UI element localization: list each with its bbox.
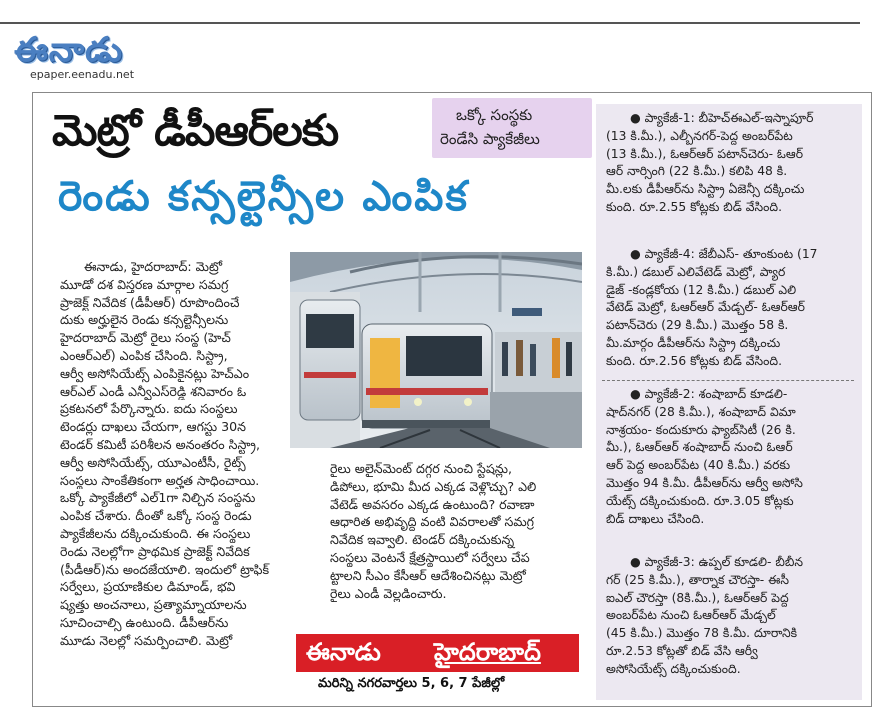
subhead-line-2: రెండేసి ప్యాకేజీలు [440,130,540,148]
text-line: పటాన్‌చెరు (29 కి.మీ.) మొత్తం 58 కి. [606,318,789,333]
text-line: (13 కి.మీ.), ఎల్బీనగర్‌-పెద్ద అంబర్‌పేట [606,128,793,143]
banner-city: హైదరాబాద్‌ [434,638,541,666]
text-line: మూడు నెలల్లో సమర్పించాలి. మెట్రో [60,632,233,648]
text-line: ట్టాలని సీఎం కేసీఆర్‌ ఆదేశించినట్లు మెట్రో [330,567,526,583]
text-line: రైలు ఎండీ వెల్లడించారు. [330,585,447,601]
text-line: కుంది. రూ.2.55 కోట్లకు బిడ్‌ వేసింది. [606,199,782,214]
text-line: ● ప్యాకేజీ-4: జేబీఎస్‌- తూంకుంట (17 [630,247,818,261]
text-line: మూడో దశ విస్తరణ మార్గాల సమగ్ర [60,276,229,292]
text-line: దుకు అర్హులైన రెండు కన్సల్టెన్సీలను [60,312,229,328]
text-line: సంస్థలు సాంకేతికంగా అర్హత సాధించాయి. [60,472,260,488]
text-line: ఒక్కో ప్యాకేజీలో ఎల్‌1గా నిల్చిన సంస్థను [60,490,256,506]
text-line: మీ.మార్గం డీపీఆర్‌ను సిస్ట్రా దక్కించు [606,335,781,350]
text-line: సంస్థలు వెంటనే క్షేత్రస్థాయిలో సర్వేలు చేప [330,549,530,565]
text-line: డిపోలు, భూమి మీద ఎక్కడ వెళ్లొచ్చు? ఎలి [330,478,537,494]
text-line: సూచించాల్సి ఉంటుంది. డీపీఆర్‌ను [60,614,229,630]
text-line: నాశ్రయం- కందుకూరు ఫ్యాబ్‌సిటీ (26 కి. [606,422,796,437]
package-2-block [606,386,858,528]
text-line: ఐఎల్‌ చౌరస్తా (8కి.మీ.), ఓఆర్‌ఆర్‌ పెద్ద [606,590,789,605]
text-line: డైజ్‌ -కండ్లకోయ (12 కి.మీ.) డబుల్‌ ఎలి [606,282,797,297]
package-1-block [606,110,858,217]
text-line: మొత్తం 94 కి.మీ. డీపీఆర్‌ను ఆర్వీ అసోసి [606,475,803,490]
text-line: సర్వేలు, ప్రయాణికుల డిమాండ్‌, భవి [60,579,236,595]
package-4-block [606,246,858,371]
banner-brand: ఈనాడు [306,638,381,666]
text-line: యేట్స్‌ దక్కించుకుంది. రూ.3.05 కోట్లకు [606,493,794,508]
text-line: షాద్‌నగర్‌ (28 కి.మీ.), శంషాబాద్‌ విమా [606,404,796,419]
text-line: గర్‌ (25 కి.మీ.), తార్నాక చౌరస్తా- ఈసీ [606,572,789,587]
text-line: ఎంఆర్‌ఎల్‌) ఎంపిక చేసింది. సిస్ట్రా, [60,347,228,363]
text-line: నివేదిక ఇవ్వాలి. టెండర్‌ దక్కించుకున్న [330,532,515,548]
text-line: ● ప్యాకేజీ-1: బీహెచ్‌ఈఎల్‌-ఇస్నాపూర్‌ [630,111,814,125]
banner-subline: మరిన్ని నగరవార్తలు 5, 6, 7 పేజీల్లో [318,676,505,691]
text-line: (13 కి.మీ.), ఓఆర్‌ఆర్‌ పటాన్‌చెరు- ఓఆర్‌ [606,146,804,161]
headline-line-1: మెట్రో డీపీఆర్‌లకు [52,106,339,156]
text-line: అంబర్‌పేట నుంచి ఓఆర్‌ఆర్‌ మేడ్చల్‌ [606,608,776,623]
text-line: రైలు అలైన్‌మెంట్‌ దగ్గర నుంచి స్టేషన్లు, [330,461,512,476]
text-line: హైదరాబాద్‌ మెట్రో రైలు సంస్థ (హెచ్‌ [60,330,231,346]
article-column-2 [330,460,580,602]
text-line: (45 కి.మీ.) మొత్తం 78 కి.మీ. దూరానికి [606,626,798,641]
text-line: ఆర్‌ నార్సింగి (22 కి.మీ.) కలిపి 48 కి. [606,164,788,179]
text-line: మీ.లకు డీపీఆర్‌ను సిస్ట్రా ఏజెన్సీ దక్కించు [606,182,805,197]
subhead-box [432,98,592,158]
logo-url: epaper.eenadu.net [30,68,135,81]
text-line: ఆర్వీ అసోసియేట్స్‌ ఎంపికైనట్లు హెచ్‌ఎం [60,365,250,381]
text-line: కి.మీ.) డబుల్‌ ఎలివేటెడ్‌ మెట్రో, ప్యార [606,264,786,279]
text-line: ● ప్యాకేజీ-2: శంషాబాద్‌ కూడలి- [630,387,788,401]
city-banner [296,634,579,672]
article-column-1 [60,258,286,650]
text-line: అసోసియేట్స్‌ దక్కించుకుంది. [606,661,741,676]
text-line: ష్యత్తు అంచనాలు, ప్రత్యామ్నాయాలను [60,597,247,613]
text-line: ప్యాకేజీలను దక్కించుకుంది. ఈ సంస్థలు [60,525,251,541]
text-line: టెండర్లు దాఖలు చేయగా, ఆగస్టు 30న [60,419,246,435]
text-line: వేటెడ్‌ మెట్రో, ఓఆర్‌ఆర్‌ మేడ్చల్‌- ఓఆర్‌ఆర్‌ [606,300,805,315]
metro-train-photo [290,252,582,448]
text-line: ఆధారిత అభివృద్ధి వంటి వివరాలతో సమగ్ర [330,514,535,530]
text-line: ప్రకటనలో పేర్కొన్నారు. ఐదు సంస్థలు [60,401,238,417]
text-line: మీ.), ఓఆర్‌ఆర్‌ శంషాబాద్‌ నుంచి ఓఆర్‌ [606,440,793,455]
packages-sidebar [596,104,862,700]
text-line: కుంది. రూ.2.56 కోట్లకు బిడ్‌ వేసింది. [606,353,782,368]
text-line: ఆర్వీ అసోసియేట్స్‌, యూఎంటీసీ, రైట్స్‌ [60,454,246,470]
text-line: వేటెడ్‌ అవసరం ఎక్కడ ఉంటుంది? రవాణా [330,496,535,512]
subhead-line-1: ఒక్కో సంస్థకు [456,106,533,124]
text-line: ఆర్‌ఎల్‌ ఎండీ ఎన్వీఎస్‌రెడ్డి శనివారం ఓ [60,383,247,399]
metro-photo-svg [290,252,582,448]
text-line: ఎంపిక చేశారు. దీంతో ఒక్కో సంస్థ రెండు [60,508,252,524]
text-line: ఆర్‌ పెద్ద అంబర్‌పేట (40 కి.మీ.) వరకు [606,458,791,473]
package-3-block [606,554,858,679]
top-rule [0,22,860,24]
text-line: రెండు నెలల్లోగా ప్రాథమిక ప్రాజెక్ట్‌ నివేదిక [60,543,250,559]
sidebar-divider [602,380,854,381]
text-line: ప్రాజెక్ట్‌ నివేదిక (డీపీఆర్‌) రూపొందించే [60,294,240,310]
headline-line-2: రెండు కన్సల్టెన్సీల ఎంపిక [58,172,469,220]
eenadu-logo [14,30,174,72]
text-line: టెండర్‌ కమిటీ పరిశీలన అనంతరం సిస్ట్రా, [60,436,260,452]
text-line: ఈనాడు, హైదరాబాద్‌: మెట్రో [84,259,223,274]
text-line: (పీడీఆర్‌)ను అందజేయాలి. ఇందులో ట్రాఫిక్‌ [60,561,270,577]
text-line: బిడ్‌ దాఖలు చేసింది. [606,511,705,526]
logo-text: ఈనాడు [14,30,124,70]
text-line: ● ప్యాకేజీ-3: ఉప్పల్‌ కూడలి- బీబీన [630,555,803,569]
text-line: రూ.2.53 కోట్లతో బిడ్‌ వేసి ఆర్వీ [606,643,758,658]
